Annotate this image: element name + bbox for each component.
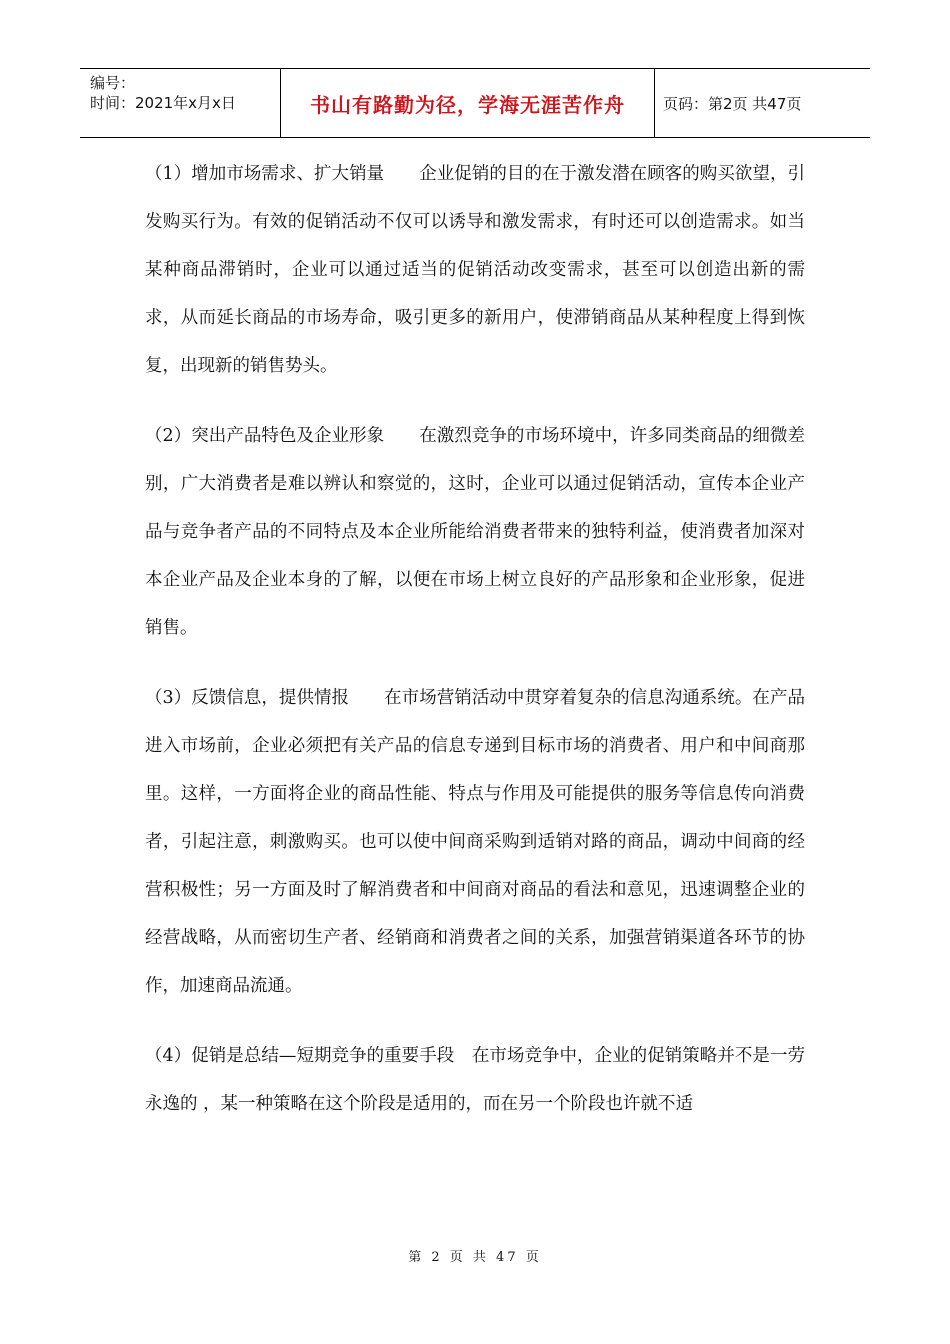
page-footer: 第 2 页 共 47 页 <box>408 1250 542 1265</box>
paragraph-4: （4）促销是总结—短期竞争的重要手段 在市场竞争中，企业的促销策略并不是一劳永逸的 ，某一种策略在这个阶段是适用的，而在另一个阶段也许就不适 <box>145 1046 805 1114</box>
header-page-cell <box>655 69 870 137</box>
paragraph-1: （1）增加市场需求、扩大销量 企业促销的目的在于激发潜在顾客的购买欲望，引发购买行为。有效的促销活动不仅可以诱导和激发需求，有时还可以创造需求。如当某种商品滞销时，企业可以通过适当的促销活动改变需求，甚至可以创造出新的需求，从而延长商品的市场寿命，吸引更多的新用户，使滞销商品从某种程度上得到恢复，出现新的销售势头。 <box>145 164 805 376</box>
header-meta-cell <box>80 69 280 137</box>
header-motto: 书山有路勤为径，学海无涯苦作舟 <box>310 92 625 117</box>
document-number-label: 编号： <box>90 74 136 92</box>
header-page-code: 页码：第2页 共47页 <box>663 94 802 113</box>
document-header <box>80 68 870 138</box>
paragraph-2: （2）突出产品特色及企业形象 在激烈竞争的市场环境中，许多同类商品的细微差别，广大消费者是难以辨认和察觉的，这时，企业可以通过促销活动，宣传本企业产品与竞争者产品的不同特点及本企业所能给消费者带来的独特利益，使消费者加深对本企业产品及企业本身的了解，以便在市场上树立良好的产品形象和企业形象，促进销售。 <box>145 426 805 638</box>
paragraph-3: （3）反馈信息，提供情报 在市场营销活动中贯穿着复杂的信息沟通系统。在产品进入市场前，企业必须把有关产品的信息专递到目标市场的消费者、用户和中间商那里。这样，一方面将企业的商品性能、特点与作用及可能提供的服务等信息传向消费者，引起注意，刺激购买。也可以使中间商采购到适销对路的商品，调动中间商的经营积极性；另一方面及时了解消费者和中间商对商品的看法和意见，迅速调整企业的经营战略，从而密切生产者、经销商和消费者之间的关系，加强营销渠道各环节的协作，加速商品流通。 <box>145 688 805 996</box>
document-time-label: 时间：2021年x月x日 <box>90 94 236 112</box>
header-motto-cell <box>280 69 655 137</box>
document-body <box>145 150 805 1150</box>
